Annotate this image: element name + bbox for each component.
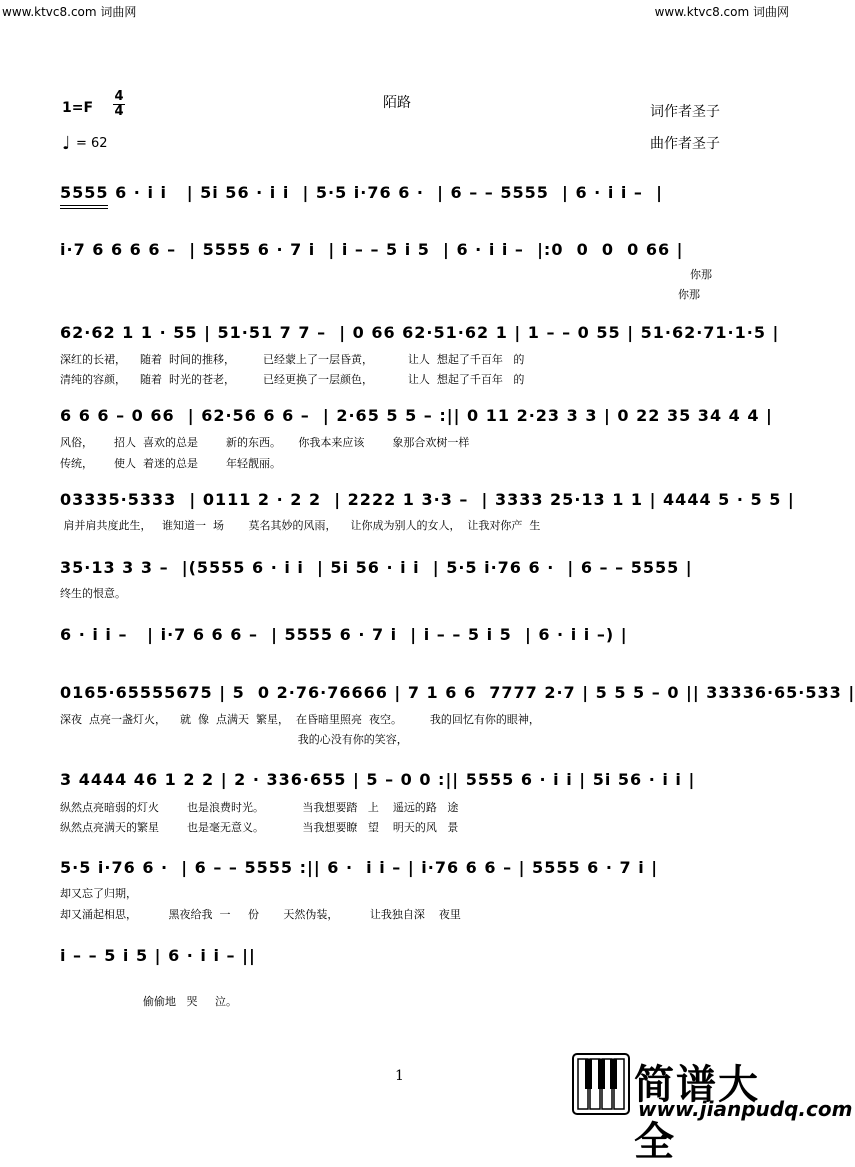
- score-line-2: [60, 240, 732, 262]
- song-title: 陌路: [383, 95, 411, 111]
- lyric-line-9a: 纵然点亮暗弱的灯火 也是浪费时光。 当我想要踏 上 遥远的路 途: [60, 801, 459, 814]
- notes-line-3: 62·62 1 1 · 55 | 51·51 7 7 – | 0 66 62·51·62 1 | 1 – – 0 55 | 51·62·71·1·5 |: [60, 323, 780, 342]
- time-bottom: 4: [114, 104, 124, 119]
- tempo-marking: = 62: [76, 136, 108, 151]
- notes-line-7: 6 · i i – | i·7 6 6 6 – | 5555 6 · 7 i | i – – 5 i 5 | 6 · i i –) |: [60, 625, 628, 644]
- score-line-8: [60, 683, 855, 705]
- lyric-line-3a: 深红的长裙， 随着 时间的推移， 已经蒙上了一层昏黄， 让人 想起了千百年 的: [60, 353, 525, 366]
- quarter-note-icon: ♩: [62, 133, 71, 154]
- score-line-10: [60, 858, 732, 880]
- page-number: 1: [395, 1068, 404, 1084]
- lyricist: 词作者圣子: [650, 104, 720, 120]
- notes-line-11: i – – 5 i 5 | 6 · i i – ||: [60, 946, 256, 965]
- score-line-1: [60, 183, 732, 205]
- notes-line-8: 0165·65555675 | 5 0 2·76·76666 | 7 1 6 6 7777 2·7 | 5 5 5 – 0 || 33336·65·533 |: [60, 683, 855, 702]
- site-logo: [572, 1053, 853, 1165]
- lyric-line-6: 终生的恨意。: [60, 587, 126, 600]
- header-site-left: www.ktvc8.com 词曲网: [2, 5, 137, 19]
- score-line-9: [60, 770, 732, 792]
- notes-line-6: 35·13 3 3 – |(5555 6 · i i | 5i 56 · i i | 5·5 i·76 6 · | 6 – – 5555 |: [60, 558, 693, 577]
- underline: [60, 205, 108, 206]
- notes-line-5: 03335·5333 | 0111 2 · 2 2 | 2222 1 3·3 – | 3333 25·13 1 1 | 4444 5 · 5 5 |: [60, 490, 795, 509]
- lyric-line-2a: 你那: [690, 268, 712, 281]
- time-top: 4: [114, 89, 124, 104]
- lyric-line-9b: 纵然点亮满天的繁星 也是毫无意义。 当我想要瞭 望 明天的风 景: [60, 821, 459, 834]
- score-line-4: [60, 406, 773, 428]
- lyric-line-8b: 我的心没有你的笑容，: [60, 733, 408, 746]
- score-line-3: [60, 323, 780, 345]
- lyric-line-3b: 清纯的容颜， 随着 时光的苍老， 已经更换了一层颜色， 让人 想起了千百年 的: [60, 373, 525, 386]
- notes-line-9: 3 4444 46 1 2 2 | 2 · 336·655 | 5 – 0 0 :|| 5555 6 · i i | 5i 56 · i i |: [60, 770, 696, 789]
- piano-keys-icon: [572, 1053, 630, 1115]
- lyric-line-10a: 却又忘了归期，: [60, 887, 137, 900]
- lyric-line-2b: 你那: [678, 288, 700, 301]
- score-line-7: [60, 625, 732, 647]
- lyric-line-10b: 却又涌起相思， 黑夜给我 一 份 天然伪装， 让我独自深 夜里: [60, 908, 461, 921]
- lyric-line-11: 偷偷地 哭 泣。: [143, 995, 237, 1008]
- composer: 曲作者圣子: [650, 136, 720, 152]
- score-line-6: [60, 558, 732, 580]
- notes-line-4: 6 6 6 – 0 66 | 62·56 6 6 – | 2·65 5 5 – :|| 0 11 2·23 3 3 | 0 22 35 34 4 4 |: [60, 406, 773, 425]
- logo-title: 简谱大全: [634, 1062, 760, 1165]
- lyric-line-4b: 传统， 使人 着迷的总是 年轻靓丽。: [60, 457, 281, 470]
- notes-line-1: 5555 6 · i i | 5i 56 · i i | 5·5 i·76 6 · | 6 – – 5555 | 6 · i i – |: [60, 183, 663, 202]
- lyric-line-4a: 风俗， 招人 喜欢的总是 新的东西。 你我本来应该 象那合欢树一样: [60, 436, 470, 449]
- logo-url: www.jianpudq.com: [638, 1097, 853, 1121]
- notes-line-10: 5·5 i·76 6 · | 6 – – 5555 :|| 6 · i i – | i·76 6 6 – | 5555 6 · 7 i |: [60, 858, 659, 877]
- lyric-line-8a: 深夜 点亮一盏灯火， 就 像 点满天 繁星， 在昏暗里照亮 夜空。 我的回忆有你的眼神，: [60, 713, 540, 726]
- key-signature: 1=F: [62, 100, 94, 116]
- notes-line-2: i·7 6 6 6 6 – | 5555 6 · 7 i | i – – 5 i 5 | 6 · i i – |:0 0 0 0 66 |: [60, 240, 684, 259]
- header-site-right: www.ktvc8.com 词曲网: [654, 5, 789, 19]
- time-signature: [113, 90, 125, 119]
- score-line-11: [60, 946, 732, 968]
- lyric-line-5: 肩并肩共度此生， 谁知道一 场 莫名其妙的风雨， 让你成为别人的女人， 让我对你产 生: [60, 519, 541, 532]
- score-line-5: [60, 490, 795, 512]
- underline: [60, 208, 108, 209]
